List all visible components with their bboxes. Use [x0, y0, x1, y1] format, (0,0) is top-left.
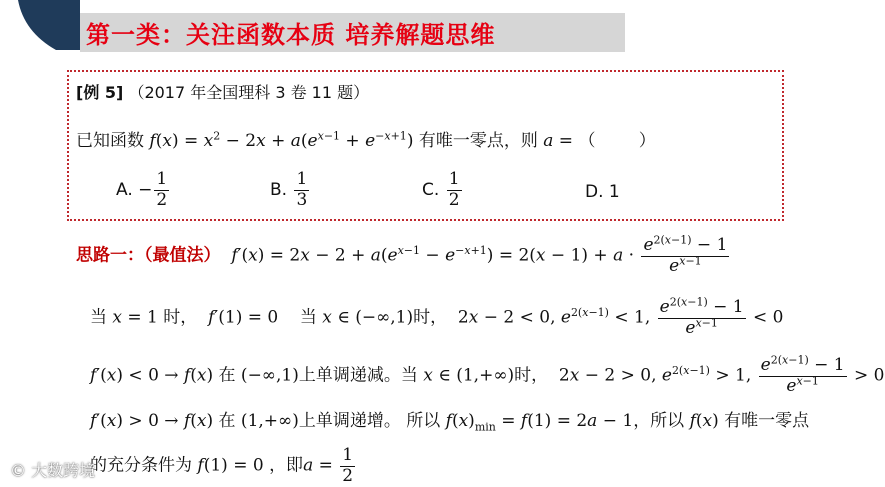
option-c: C. $\frac{1}{2}$	[422, 169, 460, 210]
watermark-logo	[10, 458, 95, 481]
example-label: [例 5]	[76, 83, 124, 102]
example-source: （2017 年全国理科 3 卷 11 题）	[128, 83, 370, 102]
corner-decoration	[0, 0, 80, 50]
solution-line-1: 思路一：（最值法） $f'(x) = 2x - 2 + a(e^{x-1} - e^{-x+1}) = 2(x - 1) + a$ · $\frac{e^{2(x-1)} - 1}{e^{x-1}}$	[76, 233, 728, 276]
question-blank: （ ）	[578, 131, 656, 151]
option-b: B. $\frac{1}{3}$	[270, 169, 308, 210]
question-formula: $f(x) = x^2 - 2x + a(e^{x-1} + e^{-x+1})$	[149, 129, 414, 151]
solution-line-3: f′(x) < 0 → f(x) 在 (−∞,1)上单调递减。当 x ∈ (1,+∞)时， 2x − 2 > 0, $e^{2(x-1)} > 1$, $\frac{e^{2(x-1)} - 1}{e^{x-1}}$ > 0	[90, 353, 885, 396]
watermark-text: 大数跨境	[31, 461, 96, 480]
question-prefix: 已知函数	[76, 131, 144, 151]
option-d: D. 1	[585, 182, 620, 202]
example-header	[76, 80, 369, 103]
watermark-icon: ©	[10, 461, 26, 480]
option-a: A. − $\frac{1}{2}$	[116, 169, 168, 210]
question-suffix: 有唯一零点，则	[418, 131, 538, 151]
solution-line-2: 当 x = 1 时， f′(1) = 0 当 x ∈ (−∞,1)时， 2x − 2 < 0, $e^{2(x-1)} < 1$, $\frac{e^{2(x-1)} - 1}{e^{x-1}}$ < 0	[90, 295, 784, 338]
solution-line-4: f′(x) > 0 → f(x) 在 (1,+∞)上单调递增。 所以 $f(x)_{min} = f(1) = 2a - 1$，所以 f(x) 有唯一零点	[90, 411, 810, 434]
page-title: 第一类：关注函数本质 培养解题思维	[86, 21, 496, 49]
solution-idea-label: 思路一：（最值法）	[76, 245, 221, 266]
question-line: 已知函数 $f(x) = x^2 - 2x + a(e^{x-1} + e^{-x+1})$ 有唯一零点，则 a = （ ）	[76, 129, 656, 151]
solution-line-5: 的充分条件为 f(1) = 0 ，即a = $\frac{1}{2}$	[90, 445, 354, 486]
